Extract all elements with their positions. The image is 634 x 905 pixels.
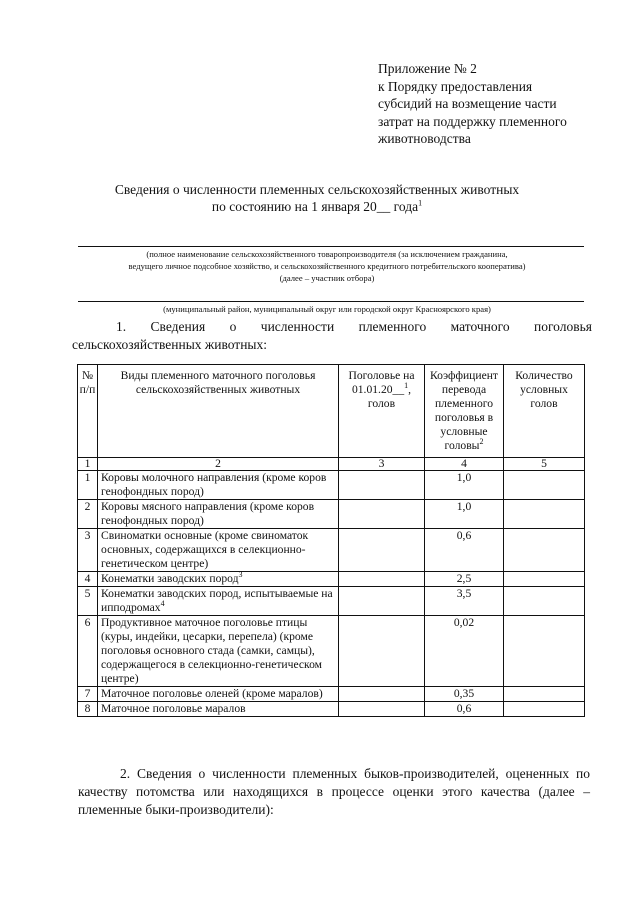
table-header-row	[78, 365, 585, 458]
row-kind-text: Конематки заводских пород, испытываемые на ипподромах	[101, 587, 333, 614]
row-coefficient: 2,5	[425, 572, 504, 587]
row-conditional-count	[504, 616, 585, 687]
row-kind-text: Коровы молочного направления (кроме коров генофондных пород)	[101, 471, 327, 498]
appendix-line: субсидий на возмещение части	[378, 96, 557, 111]
row-kind	[98, 529, 339, 572]
appendix-block	[378, 60, 567, 148]
title-line-1: Сведения о численности племенных сельскохозяйственных животных	[114, 182, 520, 197]
header-kind: Виды племенного маточного поголовья сельскохозяйственных животных	[98, 365, 339, 458]
row-livestock	[339, 687, 425, 702]
row-coefficient: 0,02	[425, 616, 504, 687]
row-kind-text: Конематки заводских пород	[101, 572, 239, 585]
appendix-line: к Порядку предоставления	[378, 78, 533, 94]
row-number: 8	[78, 702, 98, 717]
section-2-heading	[78, 765, 590, 819]
document-title	[60, 181, 574, 215]
header-livestock	[339, 365, 425, 458]
header-livestock-text: Поголовье на 01.01.20__	[348, 369, 415, 396]
row-livestock	[339, 471, 425, 500]
breeding-stock-table	[77, 364, 585, 717]
header-livestock-suffix: , голов	[367, 383, 412, 410]
header-coef-text: Коэффициент перевода племенного поголовья в условные головы	[430, 369, 498, 452]
table-row	[78, 687, 585, 702]
section-1-line-1: 1. Сведения о численности племенного маточного поголовья	[116, 319, 592, 334]
table-row	[78, 529, 585, 572]
row-kind	[98, 471, 339, 500]
col-number: 2	[98, 458, 339, 471]
row-conditional-count	[504, 572, 585, 587]
title-line-2-text: по состоянию на 1 января 20__ года	[211, 199, 419, 214]
row-number: 1	[78, 471, 98, 500]
row-kind	[98, 500, 339, 529]
row-livestock	[339, 702, 425, 717]
participant-caption	[60, 248, 594, 284]
row-kind	[98, 616, 339, 687]
row-livestock	[339, 529, 425, 572]
row-number: 4	[78, 572, 98, 587]
appendix-line: Приложение № 2	[378, 61, 477, 76]
row-conditional-count	[504, 587, 585, 616]
appendix-line: затрат на поддержку племенного	[378, 113, 567, 129]
section-1-line-2: сельскохозяйственных животных:	[72, 336, 267, 352]
table-row	[78, 702, 585, 717]
row-coefficient: 1,0	[425, 500, 504, 529]
participant-caption-line-3: (далее – участник отбора)	[279, 273, 375, 283]
col-number: 3	[339, 458, 425, 471]
row-livestock	[339, 616, 425, 687]
col-number: 1	[78, 458, 98, 471]
municipality-line	[78, 301, 584, 302]
section-1-heading	[72, 318, 592, 353]
row-coefficient: 0,6	[425, 702, 504, 717]
participant-line	[78, 246, 584, 247]
row-livestock	[339, 572, 425, 587]
header-num: № п/п	[78, 365, 98, 458]
table-row	[78, 572, 585, 587]
table-row	[78, 587, 585, 616]
row-livestock	[339, 587, 425, 616]
appendix-line: животноводства	[378, 131, 471, 146]
table-row	[78, 471, 585, 500]
row-kind-text: Свиноматки основные (кроме свиноматок основных, содержащихся в селекционно-генетическом центре)	[101, 529, 309, 570]
row-number: 5	[78, 587, 98, 616]
title-footnote-mark: 1	[418, 198, 423, 208]
row-number: 7	[78, 687, 98, 702]
participant-caption-line-1: (полное наименование сельскохозяйственного товаропроизводителя (за исключением гражданина,	[146, 249, 508, 259]
title-line-2	[60, 198, 574, 215]
row-conditional-count	[504, 471, 585, 500]
municipality-caption: (муниципальный район, муниципальный округ или городской округ Красноярского края)	[163, 304, 491, 314]
row-footnote-mark: 4	[160, 599, 165, 609]
row-kind	[98, 587, 339, 616]
row-kind	[98, 687, 339, 702]
row-conditional-count	[504, 702, 585, 717]
row-kind	[98, 572, 339, 587]
header-livestock-mark: 1	[404, 381, 409, 391]
row-coefficient: 1,0	[425, 471, 504, 500]
row-kind-text: Продуктивное маточное поголовье птицы (куры, индейки, цесарки, перепела) (кроме поголовья основного стада (самки, самцы), содержащегося в селекционно-генетическом центре)	[101, 616, 322, 685]
table-row	[78, 500, 585, 529]
row-footnote-mark: 3	[238, 570, 243, 580]
column-numbers-row	[78, 458, 585, 471]
col-number: 5	[504, 458, 585, 471]
row-conditional-count	[504, 529, 585, 572]
row-kind-text: Маточное поголовье маралов	[101, 702, 246, 715]
row-kind	[98, 702, 339, 717]
row-conditional-count	[504, 500, 585, 529]
row-coefficient: 3,5	[425, 587, 504, 616]
row-kind-text: Коровы мясного направления (кроме коров генофондных пород)	[101, 500, 315, 527]
row-conditional-count	[504, 687, 585, 702]
participant-caption-line-2: ведущего личное подсобное хозяйство, и сельскохозяйственного кредитного потребительского кооператива)	[128, 261, 526, 271]
row-kind-text: Маточное поголовье оленей (кроме маралов)	[101, 687, 323, 700]
section-2-text: 2. Сведения о численности племенных быков-производителей, оцененных по качеству потомства или находящихся в процессе оценки этого качества (далее – племенные быки-производители):	[78, 766, 590, 817]
table-row	[78, 616, 585, 687]
col-number: 4	[425, 458, 504, 471]
header-coef	[425, 365, 504, 458]
row-coefficient: 0,35	[425, 687, 504, 702]
row-number: 3	[78, 529, 98, 572]
header-coef-mark: 2	[479, 437, 484, 447]
row-coefficient: 0,6	[425, 529, 504, 572]
row-number: 2	[78, 500, 98, 529]
row-livestock	[339, 500, 425, 529]
row-number: 6	[78, 616, 98, 687]
header-count: Количество условных голов	[504, 365, 585, 458]
